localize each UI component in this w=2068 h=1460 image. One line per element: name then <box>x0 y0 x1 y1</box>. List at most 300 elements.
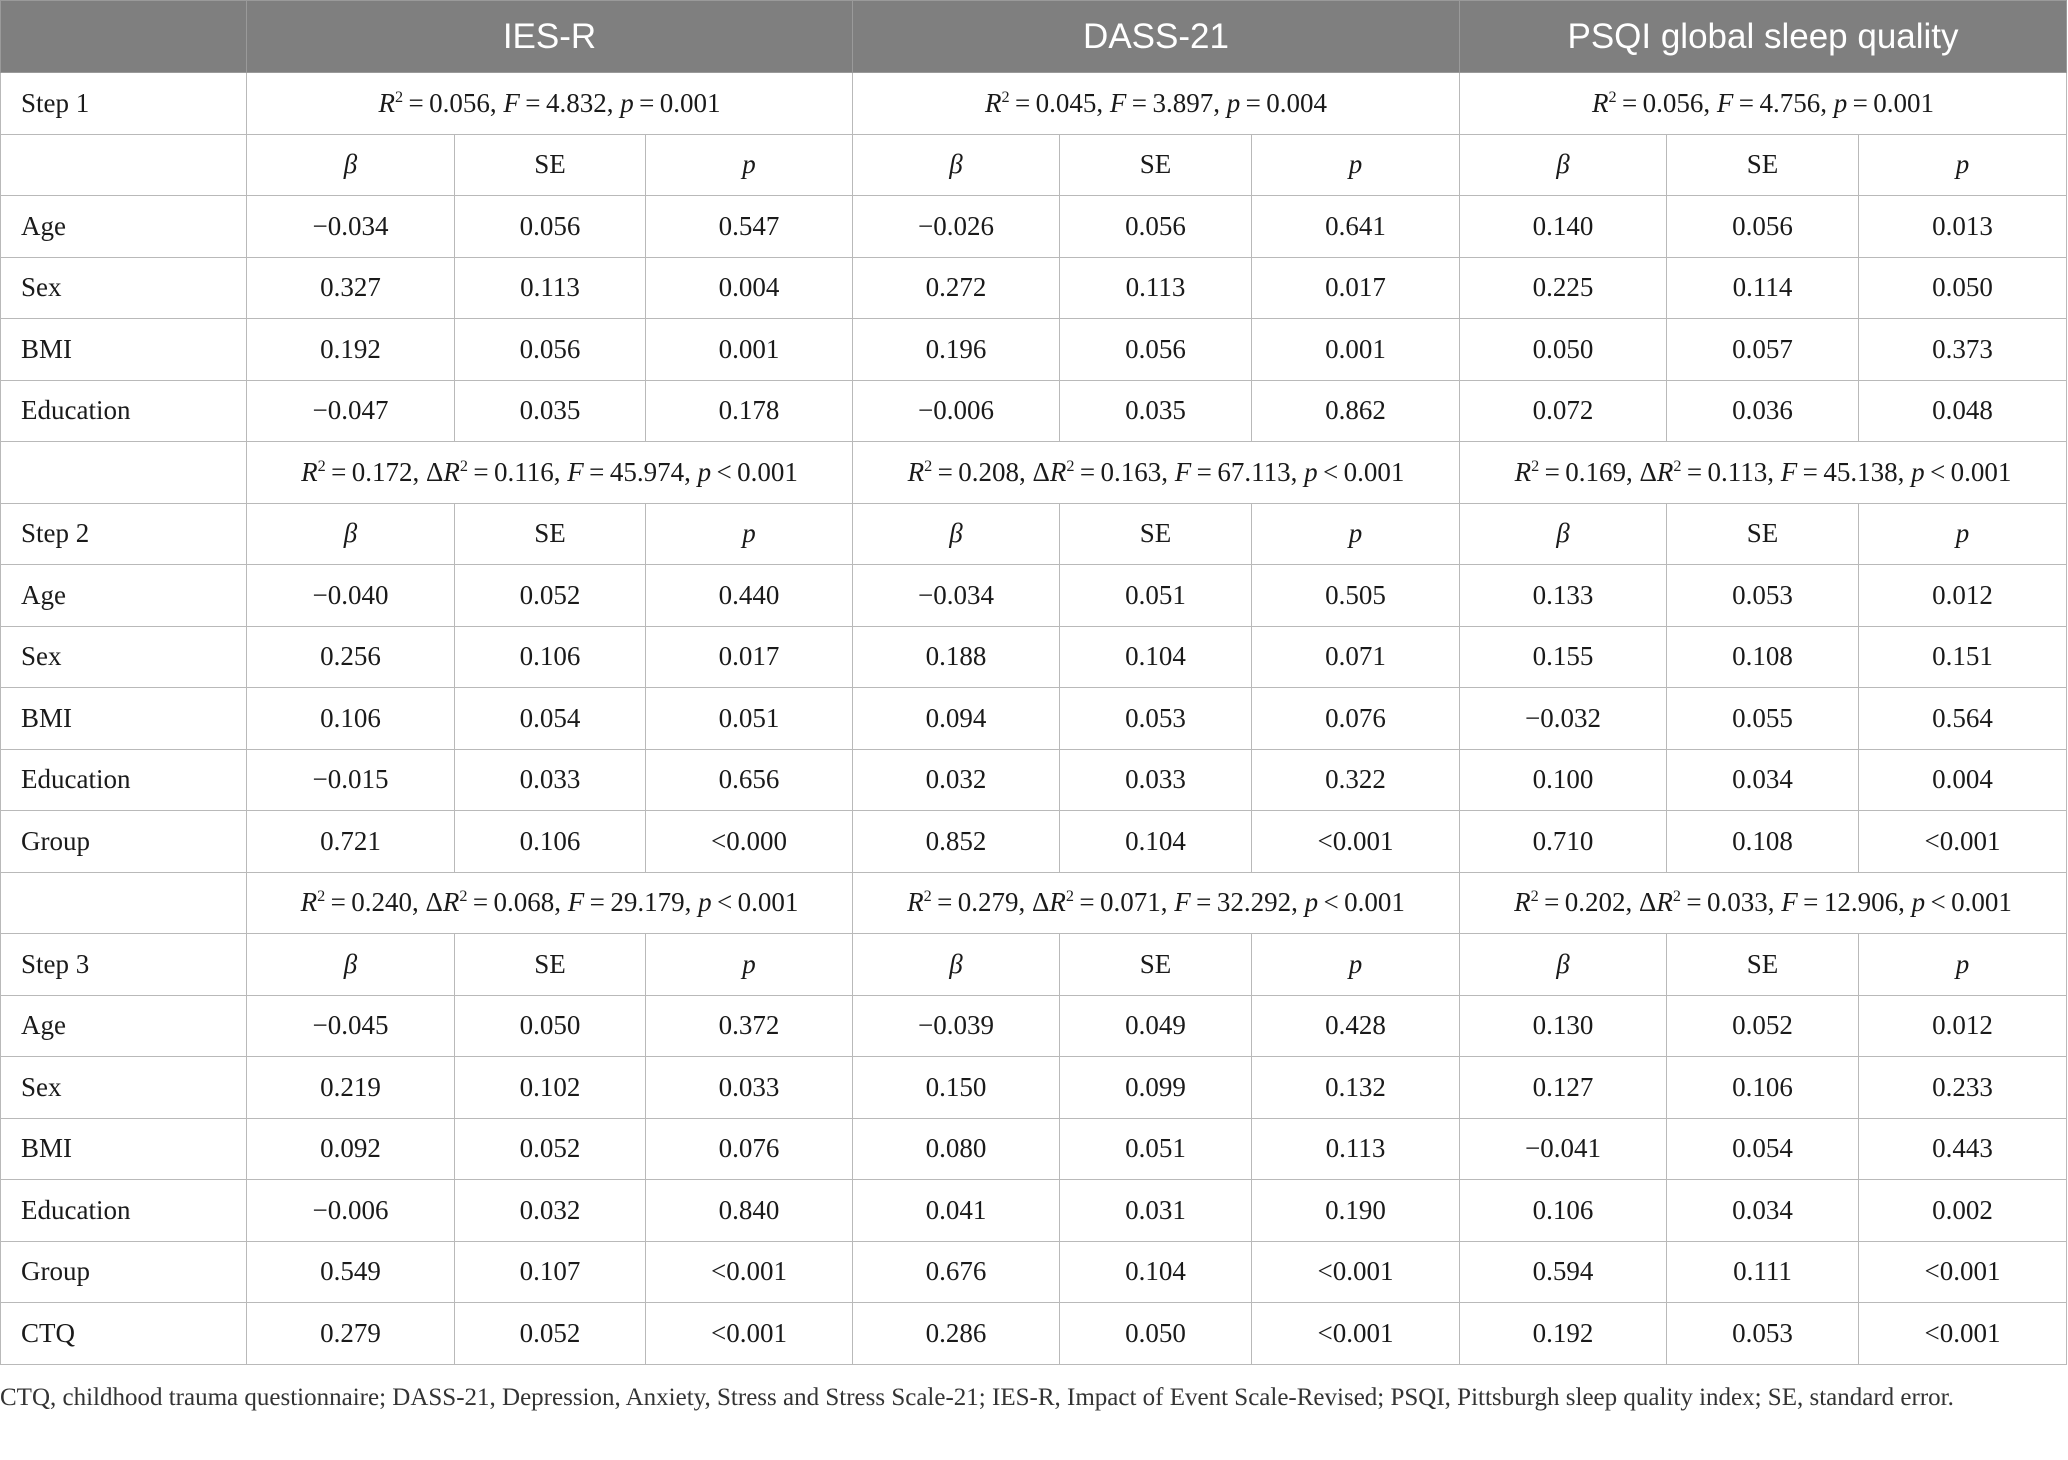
row-label <box>1 442 247 504</box>
subheader-p: p <box>1859 134 2067 196</box>
cell-p: 0.051 <box>646 688 853 750</box>
cell-beta: −0.032 <box>1460 688 1667 750</box>
cell-beta: 0.050 <box>1460 319 1667 381</box>
cell-p: 0.017 <box>646 626 853 688</box>
table-row <box>1 565 2067 627</box>
cell-se: 0.113 <box>455 257 646 319</box>
cell-beta: 0.256 <box>247 626 455 688</box>
row-label: Education <box>1 749 247 811</box>
subheader-se: SE <box>455 134 646 196</box>
f-value: 12.906 <box>1823 887 1899 918</box>
cell-p: 0.547 <box>646 196 853 258</box>
subheader-row <box>1 934 2067 996</box>
row-label: Education <box>1 380 247 442</box>
cell-p: 0.076 <box>646 1118 853 1180</box>
delta-r-squared-symbol: R <box>1049 456 1067 487</box>
cell-se: 0.104 <box>1060 626 1252 688</box>
r-squared-value: 0.172 <box>351 456 413 487</box>
p-value: 0.001 <box>737 887 799 918</box>
subheader-p: p <box>1859 503 2067 565</box>
row-label: CTQ <box>1 1303 247 1365</box>
p-value: 0.001 <box>1950 456 2012 487</box>
superscript-2: 2 <box>1673 456 1682 475</box>
model-fit-stats <box>247 73 853 135</box>
cell-p: 0.113 <box>1252 1118 1460 1180</box>
cell-se: 0.056 <box>455 319 646 381</box>
cell-se: 0.107 <box>455 1241 646 1303</box>
row-label: Education <box>1 1180 247 1242</box>
r-squared-value: 0.169 <box>1565 456 1627 487</box>
superscript-2: 2 <box>317 456 326 475</box>
table-row <box>1 257 2067 319</box>
row-label: Group <box>1 1241 247 1303</box>
cell-se: 0.052 <box>455 565 646 627</box>
delta-r-squared-symbol: R <box>442 887 460 918</box>
cell-beta: −0.026 <box>853 196 1060 258</box>
cell-p: 0.033 <box>646 1057 853 1119</box>
cell-beta: 0.188 <box>853 626 1060 688</box>
cell-se: 0.035 <box>1060 380 1252 442</box>
subheader-p: p <box>646 934 853 996</box>
cell-p: 0.862 <box>1252 380 1460 442</box>
cell-beta: 0.106 <box>247 688 455 750</box>
cell-beta: 0.140 <box>1460 196 1667 258</box>
cell-beta: −0.034 <box>853 565 1060 627</box>
subheader-beta: β <box>247 134 455 196</box>
cell-p: 0.002 <box>1859 1180 2067 1242</box>
cell-p: 0.505 <box>1252 565 1460 627</box>
p-symbol: p <box>1226 87 1241 118</box>
r-squared-value: 0.208 <box>958 456 1020 487</box>
cell-beta: −0.040 <box>247 565 455 627</box>
f-symbol: F <box>567 456 584 487</box>
f-symbol: F <box>1174 887 1191 918</box>
f-symbol: F <box>1780 456 1798 487</box>
cell-p: 0.564 <box>1859 688 2067 750</box>
delta-r-squared-symbol: R <box>1656 456 1674 487</box>
cell-se: 0.099 <box>1060 1057 1252 1119</box>
r-squared-symbol: R <box>1514 456 1532 487</box>
cell-se: 0.056 <box>455 196 646 258</box>
cell-beta: 0.286 <box>853 1303 1060 1365</box>
delta-r-squared-symbol: R <box>1656 887 1673 918</box>
cell-p: 0.132 <box>1252 1057 1460 1119</box>
cell-se: 0.050 <box>455 995 646 1057</box>
model-fit-stats <box>1460 872 2067 934</box>
cell-beta: 0.106 <box>1460 1180 1667 1242</box>
row-label: Age <box>1 995 247 1057</box>
subheader-se: SE <box>1667 934 1859 996</box>
cell-p: 0.012 <box>1859 995 2067 1057</box>
model-fit-text: $R^2 = 0.240$, $\Delta R^2 = 0.068$, F = 29.179, p < 0.001 <box>300 887 799 918</box>
table-row <box>1 1241 2067 1303</box>
p-value: 0.001 <box>1343 456 1405 487</box>
cell-se: 0.052 <box>455 1303 646 1365</box>
cell-se: 0.104 <box>1060 1241 1252 1303</box>
p-operator: = <box>1852 87 1868 118</box>
cell-beta: −0.045 <box>247 995 455 1057</box>
cell-se: 0.104 <box>1060 811 1252 873</box>
cell-beta: 0.094 <box>853 688 1060 750</box>
cell-p: 0.428 <box>1252 995 1460 1057</box>
cell-se: 0.050 <box>1060 1303 1252 1365</box>
subheader-beta: β <box>1460 934 1667 996</box>
cell-beta: 0.852 <box>853 811 1060 873</box>
cell-se: 0.111 <box>1667 1241 1859 1303</box>
superscript-2: 2 <box>1530 887 1539 906</box>
subheader-row <box>1 503 2067 565</box>
column-header-row <box>1 1 2067 73</box>
cell-beta: 0.130 <box>1460 995 1667 1057</box>
cell-beta: 0.219 <box>247 1057 455 1119</box>
r-squared-value: 0.056 <box>1642 87 1704 118</box>
p-value: 0.001 <box>1344 887 1405 918</box>
row-label: Step 3 <box>1 934 247 996</box>
stats-row <box>1 73 2067 135</box>
subheader-p: p <box>1859 934 2067 996</box>
subheader-se: SE <box>1060 934 1252 996</box>
p-value: 0.001 <box>1873 87 1934 118</box>
cell-p: 0.001 <box>646 319 853 381</box>
cell-se: 0.033 <box>1060 749 1252 811</box>
row-label: Group <box>1 811 247 873</box>
cell-se: 0.054 <box>455 688 646 750</box>
subheader-p: p <box>646 134 853 196</box>
superscript-2: 2 <box>1001 87 1010 106</box>
subheader-se: SE <box>1667 134 1859 196</box>
f-symbol: F <box>567 887 585 918</box>
r-squared-value: 0.279 <box>957 887 1019 918</box>
stats-row <box>1 442 2067 504</box>
cell-p: <0.001 <box>646 1241 853 1303</box>
column-header-ies-r: IES-R <box>247 1 853 73</box>
cell-se: 0.114 <box>1667 257 1859 319</box>
r-squared-symbol: R <box>1592 87 1609 118</box>
cell-beta: 0.192 <box>1460 1303 1667 1365</box>
cell-se: 0.053 <box>1667 1303 1859 1365</box>
superscript-2: 2 <box>1608 87 1617 106</box>
subheader-p: p <box>1252 134 1460 196</box>
delta-r-squared-symbol: R <box>443 456 460 487</box>
f-symbol: F <box>1781 887 1798 918</box>
table-row <box>1 1057 2067 1119</box>
r-squared-symbol: R <box>907 456 925 487</box>
cell-se: 0.055 <box>1667 688 1859 750</box>
r-squared-symbol: R <box>301 456 318 487</box>
cell-beta: 0.710 <box>1460 811 1667 873</box>
p-value: 0.001 <box>1951 887 2012 918</box>
cell-beta: 0.150 <box>853 1057 1060 1119</box>
table-row <box>1 749 2067 811</box>
p-symbol: p <box>698 887 712 918</box>
cell-p: <0.001 <box>1252 1241 1460 1303</box>
superscript-2: 2 <box>923 887 932 906</box>
r-squared-symbol: R <box>907 887 924 918</box>
cell-p: <0.001 <box>1859 1303 2067 1365</box>
model-fit-stats <box>853 872 1460 934</box>
delta-r-squared-value: 0.113 <box>1707 456 1768 487</box>
superscript-2: 2 <box>1672 887 1681 906</box>
cell-beta: 0.549 <box>247 1241 455 1303</box>
cell-beta: 0.279 <box>247 1303 455 1365</box>
cell-p: <0.000 <box>646 811 853 873</box>
cell-se: 0.031 <box>1060 1180 1252 1242</box>
cell-beta: 0.127 <box>1460 1057 1667 1119</box>
cell-p: 0.178 <box>646 380 853 442</box>
row-label <box>1 872 247 934</box>
cell-se: 0.035 <box>455 380 646 442</box>
r-squared-value: 0.202 <box>1564 887 1626 918</box>
p-operator: < <box>716 887 733 918</box>
stats-row <box>1 872 2067 934</box>
r-squared-value: 0.045 <box>1035 87 1097 118</box>
table-row <box>1 1118 2067 1180</box>
row-label: Sex <box>1 1057 247 1119</box>
p-symbol: p <box>697 456 712 487</box>
f-symbol: F <box>1716 87 1734 118</box>
p-operator: < <box>1322 456 1339 487</box>
subheader-beta: β <box>1460 503 1667 565</box>
subheader-beta: β <box>1460 134 1667 196</box>
model-fit-text: $R^2 = 0.056$, F = 4.756, p = 0.001 <box>1592 87 1934 118</box>
p-value: 0.001 <box>659 87 721 118</box>
delta-r-squared-value: 0.068 <box>493 887 555 918</box>
model-fit-text: $R^2 = 0.045$, F = 3.897, p = 0.004 <box>985 87 1327 118</box>
superscript-2: 2 <box>1066 456 1075 475</box>
p-value: 0.001 <box>737 456 798 487</box>
f-value: 3.897 <box>1152 87 1214 118</box>
model-fit-text: $R^2 = 0.056$, F = 4.832, p = 0.001 <box>378 87 721 118</box>
cell-p: 0.017 <box>1252 257 1460 319</box>
superscript-2: 2 <box>395 87 404 106</box>
model-fit-stats <box>853 442 1460 504</box>
f-symbol: F <box>1109 87 1127 118</box>
model-fit-text: $R^2 = 0.169$, $\Delta R^2 = 0.113$, F = 45.138, p < 0.001 <box>1514 456 2012 487</box>
cell-se: 0.034 <box>1667 1180 1859 1242</box>
subheader-row <box>1 134 2067 196</box>
f-value: 67.113 <box>1217 456 1291 487</box>
superscript-2: 2 <box>317 887 326 906</box>
row-label: Step 2 <box>1 503 247 565</box>
f-value: 45.138 <box>1823 456 1898 487</box>
column-header-psqi: PSQI global sleep quality <box>1460 1 2067 73</box>
table-body <box>1 73 2067 1365</box>
cell-beta: −0.047 <box>247 380 455 442</box>
table-row <box>1 1303 2067 1365</box>
model-fit-text: $R^2 = 0.208$, $\Delta R^2 = 0.163$, F = 67.113, p < 0.001 <box>907 456 1405 487</box>
cell-p: 0.012 <box>1859 565 2067 627</box>
subheader-beta: β <box>853 134 1060 196</box>
p-symbol: p <box>1833 87 1848 118</box>
cell-se: 0.106 <box>1667 1057 1859 1119</box>
cell-p: 0.322 <box>1252 749 1460 811</box>
f-value: 4.756 <box>1759 87 1821 118</box>
row-label: BMI <box>1 688 247 750</box>
cell-se: 0.049 <box>1060 995 1252 1057</box>
cell-p: 0.050 <box>1859 257 2067 319</box>
table-row <box>1 196 2067 258</box>
table-row <box>1 995 2067 1057</box>
cell-beta: 0.155 <box>1460 626 1667 688</box>
cell-beta: 0.100 <box>1460 749 1667 811</box>
cell-se: 0.056 <box>1060 319 1252 381</box>
r-squared-symbol: R <box>300 887 318 918</box>
model-fit-text: $R^2 = 0.279$, $\Delta R^2 = 0.071$, F = 32.292, p < 0.001 <box>907 887 1405 918</box>
p-symbol: p <box>1911 887 1926 918</box>
row-label: Age <box>1 565 247 627</box>
table-row <box>1 811 2067 873</box>
f-symbol: F <box>503 87 520 118</box>
row-label: Step 1 <box>1 73 247 135</box>
subheader-se: SE <box>455 503 646 565</box>
p-operator: < <box>1930 887 1946 918</box>
row-label: Sex <box>1 626 247 688</box>
cell-beta: 0.594 <box>1460 1241 1667 1303</box>
subheader-p: p <box>1252 934 1460 996</box>
r-squared-value: 0.240 <box>351 887 413 918</box>
f-value: 45.974 <box>609 456 685 487</box>
p-symbol: p <box>1304 887 1319 918</box>
table-row <box>1 688 2067 750</box>
cell-p: 0.151 <box>1859 626 2067 688</box>
cell-se: 0.036 <box>1667 380 1859 442</box>
f-value: 4.832 <box>545 87 607 118</box>
header-corner-cell <box>1 1 247 73</box>
cell-p: 0.071 <box>1252 626 1460 688</box>
cell-beta: −0.006 <box>853 380 1060 442</box>
r-squared-value: 0.056 <box>429 87 490 118</box>
cell-p: 0.004 <box>1859 749 2067 811</box>
cell-se: 0.102 <box>455 1057 646 1119</box>
p-operator: = <box>1245 87 1261 118</box>
cell-se: 0.056 <box>1060 196 1252 258</box>
f-value: 32.292 <box>1216 887 1292 918</box>
cell-beta: −0.006 <box>247 1180 455 1242</box>
superscript-2: 2 <box>1065 887 1074 906</box>
subheader-p: p <box>1252 503 1460 565</box>
cell-p: 0.840 <box>646 1180 853 1242</box>
delta-r-squared-symbol: R <box>1049 887 1066 918</box>
subheader-p: p <box>646 503 853 565</box>
delta-r-squared-value: 0.163 <box>1100 456 1162 487</box>
cell-se: 0.057 <box>1667 319 1859 381</box>
cell-p: <0.001 <box>1252 811 1460 873</box>
cell-se: 0.052 <box>1667 995 1859 1057</box>
subheader-beta: β <box>853 503 1060 565</box>
cell-p: 0.076 <box>1252 688 1460 750</box>
model-fit-text: $R^2 = 0.202$, $\Delta R^2 = 0.033$, F = 12.906, p < 0.001 <box>1514 887 2012 918</box>
cell-beta: 0.133 <box>1460 565 1667 627</box>
superscript-2: 2 <box>459 887 468 906</box>
cell-se: 0.054 <box>1667 1118 1859 1180</box>
table-row <box>1 1180 2067 1242</box>
cell-beta: −0.041 <box>1460 1118 1667 1180</box>
cell-se: 0.113 <box>1060 257 1252 319</box>
r-squared-symbol: R <box>378 87 395 118</box>
cell-se: 0.051 <box>1060 1118 1252 1180</box>
delta-r-squared-value: 0.071 <box>1100 887 1161 918</box>
subheader-se: SE <box>1667 503 1859 565</box>
superscript-2: 2 <box>459 456 468 475</box>
p-operator: = <box>639 87 655 118</box>
cell-p: <0.001 <box>1252 1303 1460 1365</box>
r-squared-symbol: R <box>1514 887 1531 918</box>
cell-beta: 0.225 <box>1460 257 1667 319</box>
subheader-beta: β <box>247 934 455 996</box>
cell-beta: 0.192 <box>247 319 455 381</box>
cell-se: 0.106 <box>455 811 646 873</box>
cell-beta: 0.272 <box>853 257 1060 319</box>
cell-p: <0.001 <box>646 1303 853 1365</box>
cell-se: 0.053 <box>1060 688 1252 750</box>
cell-beta: −0.015 <box>247 749 455 811</box>
p-symbol: p <box>1304 456 1318 487</box>
row-label: BMI <box>1 1118 247 1180</box>
cell-beta: 0.080 <box>853 1118 1060 1180</box>
p-operator: < <box>1323 887 1339 918</box>
column-header-dass-21: DASS-21 <box>853 1 1460 73</box>
f-symbol: F <box>1174 456 1192 487</box>
model-fit-stats <box>247 872 853 934</box>
subheader-beta: β <box>853 934 1060 996</box>
cell-p: 0.440 <box>646 565 853 627</box>
cell-se: 0.034 <box>1667 749 1859 811</box>
model-fit-text: $R^2 = 0.172$, $\Delta R^2 = 0.116$, F = 45.974, p < 0.001 <box>301 456 798 487</box>
superscript-2: 2 <box>924 456 933 475</box>
cell-p: <0.001 <box>1859 1241 2067 1303</box>
model-fit-stats <box>247 442 853 504</box>
cell-beta: 0.032 <box>853 749 1060 811</box>
row-label: Age <box>1 196 247 258</box>
cell-beta: 0.072 <box>1460 380 1667 442</box>
p-value: 0.004 <box>1266 87 1327 118</box>
cell-p: <0.001 <box>1859 811 2067 873</box>
cell-beta: 0.041 <box>853 1180 1060 1242</box>
table-row <box>1 319 2067 381</box>
delta-r-squared-value: 0.116 <box>494 456 554 487</box>
subheader-se: SE <box>455 934 646 996</box>
table-row <box>1 626 2067 688</box>
cell-p: 0.190 <box>1252 1180 1460 1242</box>
model-fit-stats <box>1460 442 2067 504</box>
cell-se: 0.056 <box>1667 196 1859 258</box>
cell-beta: 0.676 <box>853 1241 1060 1303</box>
cell-beta: −0.039 <box>853 995 1060 1057</box>
subheader-se: SE <box>1060 134 1252 196</box>
cell-se: 0.052 <box>455 1118 646 1180</box>
p-symbol: p <box>620 87 634 118</box>
table-footnote: CTQ, childhood trauma questionnaire; DASS-21, Depression, Anxiety, Stress and Stress Scale-21; IES-R, Impact of Event Scale-Revised; PSQI, Pittsburgh sleep quality index; SE, standard error. <box>0 1384 1954 1411</box>
cell-p: 0.372 <box>646 995 853 1057</box>
cell-p: 0.048 <box>1859 380 2067 442</box>
cell-p: 0.004 <box>646 257 853 319</box>
cell-p: 0.373 <box>1859 319 2067 381</box>
r-squared-symbol: R <box>985 87 1002 118</box>
cell-beta: 0.327 <box>247 257 455 319</box>
row-label <box>1 134 247 196</box>
cell-p: 0.013 <box>1859 196 2067 258</box>
p-operator: < <box>716 456 732 487</box>
cell-beta: 0.196 <box>853 319 1060 381</box>
superscript-2: 2 <box>1531 456 1540 475</box>
table-row <box>1 380 2067 442</box>
delta-r-squared-value: 0.033 <box>1707 887 1768 918</box>
p-symbol: p <box>1911 456 1925 487</box>
cell-se: 0.033 <box>455 749 646 811</box>
model-fit-stats <box>853 73 1460 135</box>
cell-p: 0.233 <box>1859 1057 2067 1119</box>
p-operator: < <box>1929 456 1946 487</box>
